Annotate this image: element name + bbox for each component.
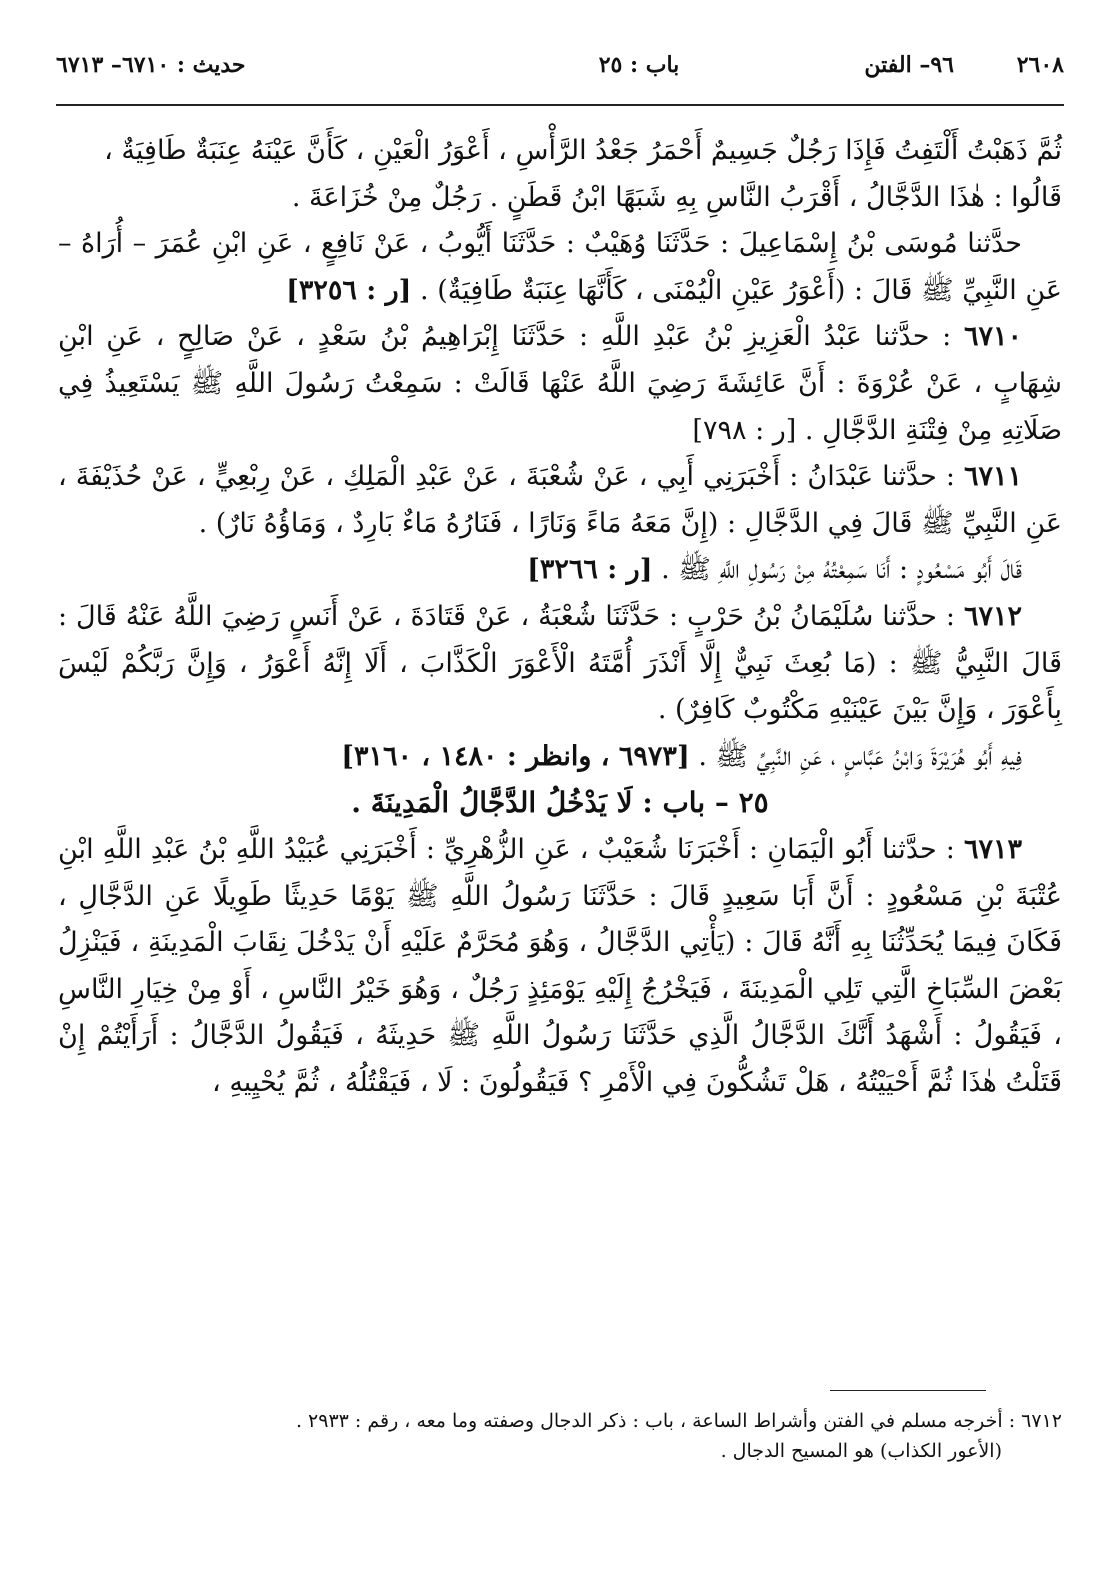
paragraph-text: حدَّثنا مُوسَى بْنُ إِسْمَاعِيلَ : حَدَّثَنَا وُهَيْبٌ : حَدَّثَنَا أَيُّوبُ ، عَنْ نَافِعٍ ، عَنِ ابْنِ عُمَرَ – أُرَاهُ – عَنِ النَّبِيِّ ﷺ قَالَ : (أَعْوَرُ عَيْنِ الْيُمْنَى ، كَأَنَّهَا عِنَبَةٌ طَافِيَةٌ) . <box>58 228 1062 306</box>
cross-reference: [ر : ٧٩٨] <box>692 414 797 446</box>
hadith-6713 <box>58 827 1062 1107</box>
hadith-text: : حدَّثنا عَبْدُ الْعَزِيزِ بْنُ عَبْدِ اللَّهِ : حَدَّثَنَا إِبْرَاهِيمُ بْنُ سَعْدٍ ، عَنْ صَالِحٍ ، عَنِ ابْنِ شِهَابٍ ، عَنْ عُرْوَةَ : أَنَّ عَائِشَةَ رَضِيَ اللَّهُ عَنْهَا قَالَتْ : سَمِعْتُ رَسُولَ اللَّهِ ﷺ يَسْتَعِيذُ فِي صَلَاتِهِ مِنْ فِتْنَةِ الدَّجَّالِ . <box>58 321 1062 446</box>
hadith-text: : حدَّثنا عَبْدَانُ : أَخْبَرَنِي أَبِي ، عَنْ شُعْبَةَ ، عَنْ عَبْدِ الْمَلِكِ ، عَنْ رِبْعِيٍّ ، عَنْ حُذَيْفَةَ ، عَنِ النَّبِيِّ ﷺ قَالَ فِي الدَّجَّالِ : (إِنَّ مَعَهُ مَاءً وَنَارًا ، فَنَارُهُ مَاءٌ بَارِدٌ ، وَمَاؤُهُ نَارٌ) . <box>58 461 1062 539</box>
book-title: ٩٦– الفتن <box>864 52 954 78</box>
footnote-divider <box>830 1390 986 1391</box>
page-number: ٢٦٠٨ <box>1016 52 1064 78</box>
footnotes <box>120 1406 1062 1466</box>
intro-line-2: قَالُوا : هٰذَا الدَّجَّالُ ، أَقْرَبُ النَّاسِ بِهِ شَبَهًا ابْنُ قَطَنٍ . رَجُلٌ مِنْ خُزَاعَةَ . <box>291 181 1062 213</box>
hadith-6712-note <box>58 734 1062 781</box>
hadith-text: : حدَّثنا أَبُو الْيَمَانِ : أَخْبَرَنَا شُعَيْبٌ ، عَنِ الزُّهْرِيِّ : أَخْبَرَنِي عُبَيْدُ اللَّهِ بْنُ عَبْدِ اللَّهِ ابْنِ عُتْبَةَ بْنِ مَسْعُودٍ : أَنَّ أَبَا سَعِيدٍ قَالَ : حَدَّثَنَا رَسُولُ اللَّهِ ﷺ يَوْمًا حَدِيثًا طَوِيلًا عَنِ الدَّجَّالِ ، فَكَانَ فِيمَا يُحَدِّثُنَا بِهِ أَنَّهُ قَالَ : (يَأْتِي الدَّجَّالُ ، وَهُوَ مُحَرَّمٌ عَلَيْهِ أَنْ يَدْخُلَ نِقَابَ الْمَدِينَةِ ، فَيَنْزِلُ بَعْضَ السِّبَاخِ الَّتِي تَلِي الْمَدِينَةَ ، فَيَخْرُجُ إِلَيْهِ يَوْمَئِذٍ رَجُلٌ ، وَهُوَ خَيْرُ النَّاسِ ، أَوْ مِنْ خِيَارِ النَّاسِ ، فَيَقُولُ : أَشْهَدُ أَنَّكَ الدَّجَّالُ الَّذِي حَدَّثَنَا رَسُولُ اللَّهِ ﷺ حَدِيثَهُ ، فَيَقُولُ الدَّجَّالُ : أَرَأَيْتُمْ إِنْ قَتَلْتُ هٰذَا ثُمَّ أَحْيَيْتُهُ ، هَلْ تَشُكُّونَ فِي الْأَمْرِ ؟ فَيَقُولُونَ : لَا ، فَيَقْتُلُهُ ، ثُمَّ يُحْيِيهِ ، <box>58 833 1062 1098</box>
note-text: قَالَ أَبُو مَسْعُودٍ : أَنَا سَمِعْتُهُ مِنْ رَسُولِ اللَّهِ ﷺ . <box>661 554 1022 586</box>
chapter-number: باب : ٢٥ <box>598 52 680 78</box>
cross-reference: [ر : ٣٢٦٦] <box>527 554 653 586</box>
hadith-6711-note <box>58 547 1062 594</box>
chapter-heading: ٢٥ – باب : لَا يَدْخُلُ الدَّجَّالُ الْمَدِينَةَ . <box>351 786 769 820</box>
hadith-number: ٦٧١٠ <box>963 321 1022 353</box>
main-text <box>58 128 1062 1106</box>
cross-reference: [ر : ٣٢٥٦] <box>286 274 412 306</box>
header-divider <box>56 104 1064 106</box>
hadith-number: ٦٧١١ <box>963 461 1022 493</box>
hadith-text: : حدَّثنا سُلَيْمَانُ بْنُ حَرْبٍ : حَدَّثَنَا شُعْبَةُ ، عَنْ قَتَادَةَ ، عَنْ أَنَسٍ رَضِيَ اللَّهُ عَنْهُ قَالَ : قَالَ النَّبِيُّ ﷺ : (مَا بُعِثَ نَبِيٌّ إِلَّا أَنْذَرَ أُمَّتَهُ الْأَعْوَرَ الْكَذَّابَ ، أَلَا إِنَّهُ أَعْوَرُ ، وَإِنَّ رَبَّكُمْ لَيْسَ بِأَعْوَرَ ، وَإِنَّ بَيْنَ عَيْنَيْهِ مَكْتُوبٌ كَافِرٌ) . <box>58 600 1062 726</box>
intro-line-1: ثُمَّ ذَهَبْتُ أَلْتَفِتُ فَإِذَا رَجُلٌ جَسِيمٌ أَحْمَرُ جَعْدُ الرَّأْسِ ، أَعْوَرُ الْعَيْنِ ، كَأَنَّ عَيْنَهُ عِنَبَةٌ طَافِيَةٌ ، <box>104 135 1062 166</box>
hadith-number: ٦٧١٣ <box>963 833 1022 865</box>
footnote-line: ٦٧١٢ : أخرجه مسلم في الفتن وأشراط الساعة ، باب : ذكر الدجال وصفته وما معه ، رقم : ٢٩٣٣ . <box>295 1410 1062 1432</box>
paragraph-musa <box>58 221 1062 314</box>
hadith-6712 <box>58 594 1062 734</box>
hadith-number: ٦٧١٢ <box>963 600 1022 632</box>
note-text: فِيهِ أَبُو هُرَيْرَةَ وَابْنُ عَبَّاسٍ ، عَنِ النَّبِيِّ ﷺ . <box>698 740 1022 772</box>
hadith-6710 <box>58 314 1062 454</box>
page-header <box>56 52 1064 96</box>
footnote-line: (الأعور الكذاب) هو المسيح الدجال . <box>720 1440 1002 1462</box>
cross-reference: [٦٩٧٣ ، وانظر : ١٤٨٠ ، ٣١٦٠] <box>341 740 690 772</box>
hadith-6711 <box>58 454 1062 547</box>
hadith-range: حديث : ٦٧١٠– ٦٧١٣ <box>56 52 246 78</box>
